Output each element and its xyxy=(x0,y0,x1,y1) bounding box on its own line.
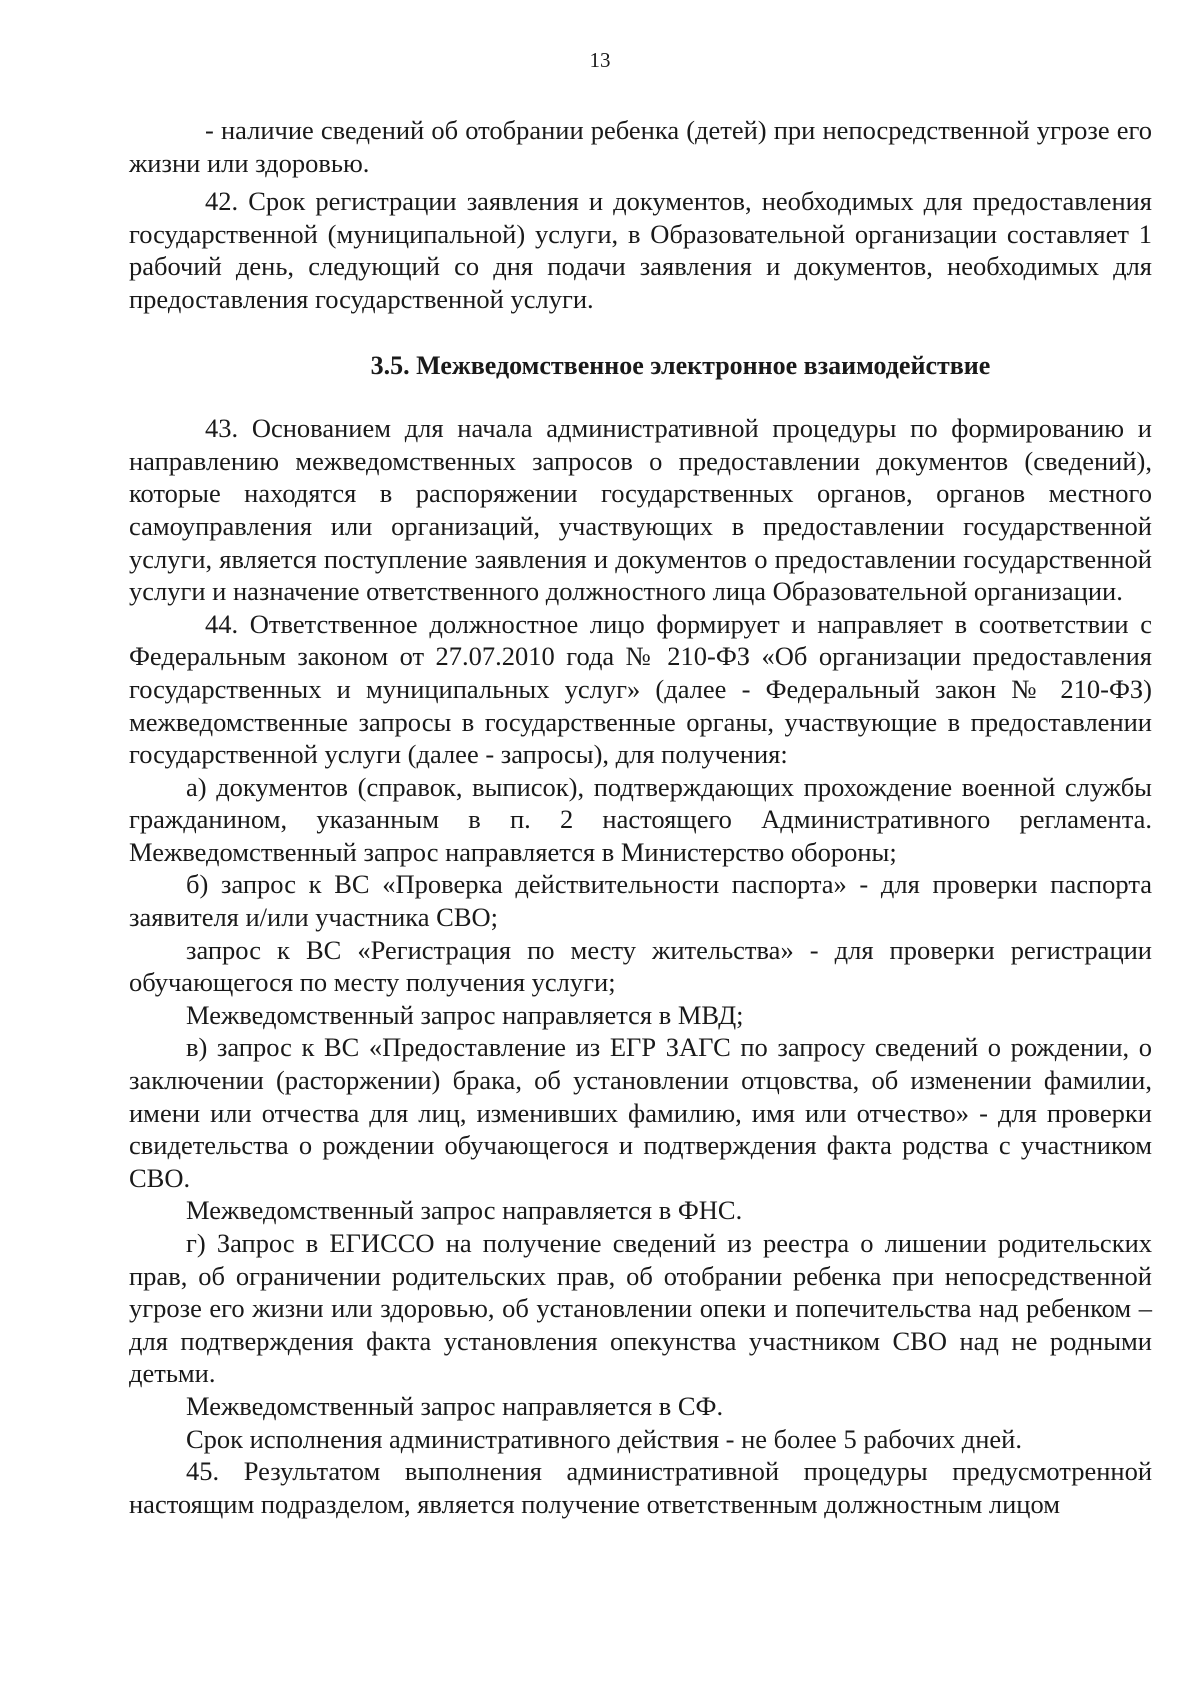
paragraph-mvd: Межведомственный запрос направляется в МВД; xyxy=(186,999,744,1030)
paragraph-sf: Межведомственный запрос направляется в СФ. xyxy=(186,1390,724,1421)
paragraph-44-a: а) документов (справок, выписок), подтверждающих прохождение военной службы гражданином, указанным в п. 2 настоящего Административного регламента. Межведомственный запрос направляется в Министерство обороны; xyxy=(129,771,1152,867)
page-number: 13 xyxy=(589,48,611,72)
section-heading: 3.5. Межведомственное электронное взаимодействие xyxy=(370,350,991,380)
paragraph-44-v: в) запрос к ВС «Предоставление из ЕГР ЗАГС по запросу сведений о рождении, о заключении (расторжении) брака, об установлении отцовства, об изменении фамилии, имени или отчества для лиц, изменивших фамилию, имя или отчество» - для проверки свидетельства о рождении обучающегося и подтверждения факта родства с участником СВО. xyxy=(129,1032,1152,1193)
paragraph-45: 45. Результатом выполнения административной процедуры предусмотренной настоящим подразделом, является получение ответственным должностным лицом xyxy=(129,1456,1152,1519)
document-body xyxy=(129,114,1152,1520)
paragraph-deadline: Срок исполнения административного действия - не более 5 рабочих дней. xyxy=(186,1423,1022,1454)
paragraph-42: 42. Срок регистрации заявления и документов, необходимых для предоставления государственной (муниципальной) услуги, в Образовательной организации составляет 1 рабочий день, следующий со дня подачи заявления и документов, необходимых для предоставления государственной услуги. xyxy=(129,186,1152,314)
paragraph-fns: Межведомственный запрос направляется в ФНС. xyxy=(186,1195,743,1226)
paragraph-44-b: б) запрос к ВС «Проверка действительности паспорта» - для проверки паспорта заявителя и/или участника СВО; xyxy=(129,869,1152,933)
paragraph-43: 43. Основанием для начала административной процедуры по формированию и направлению межведомственных запросов о предоставлении документов (сведений), которые находятся в распоряжении государственных органов, органов местного самоуправления или организаций, участвующих в предоставлении государственной услуги, является поступление заявления и документов о предоставлении государственной услуги и назначение ответственного должностного лица Образовательной организации. xyxy=(129,413,1152,607)
paragraph-44: 44. Ответственное должностное лицо формирует и направляет в соответствии с Федеральным законом от 27.07.2010 года № 210-ФЗ «Об организации предоставления государственных и муниципальных услуг» (далее - Федеральный закон № 210-ФЗ) межведомственные запросы в государственные органы, участвующие в предоставлении государственной услуги (далее - запросы), для получения: xyxy=(129,608,1152,770)
paragraph-44-g: г) Запрос в ЕГИССО на получение сведений из реестра о лишении родительских прав, об ограничении родительских прав, об отобрании ребенка при непосредственной угрозе его жизни или здоровью, об установлении опеки и попечительства над ребенком – для подтверждения факта установления опекунства участником СВО над не родными детьми. xyxy=(129,1228,1152,1389)
paragraph-top-1: - наличие сведений об отобрании ребенка (детей) при непосредственной угрозе его жизни или здоровью. xyxy=(129,115,1152,178)
paragraph-44-b-2: запрос к ВС «Регистрация по месту жительства» - для проверки регистрации обучающегося по месту получения услуги; xyxy=(129,934,1152,998)
